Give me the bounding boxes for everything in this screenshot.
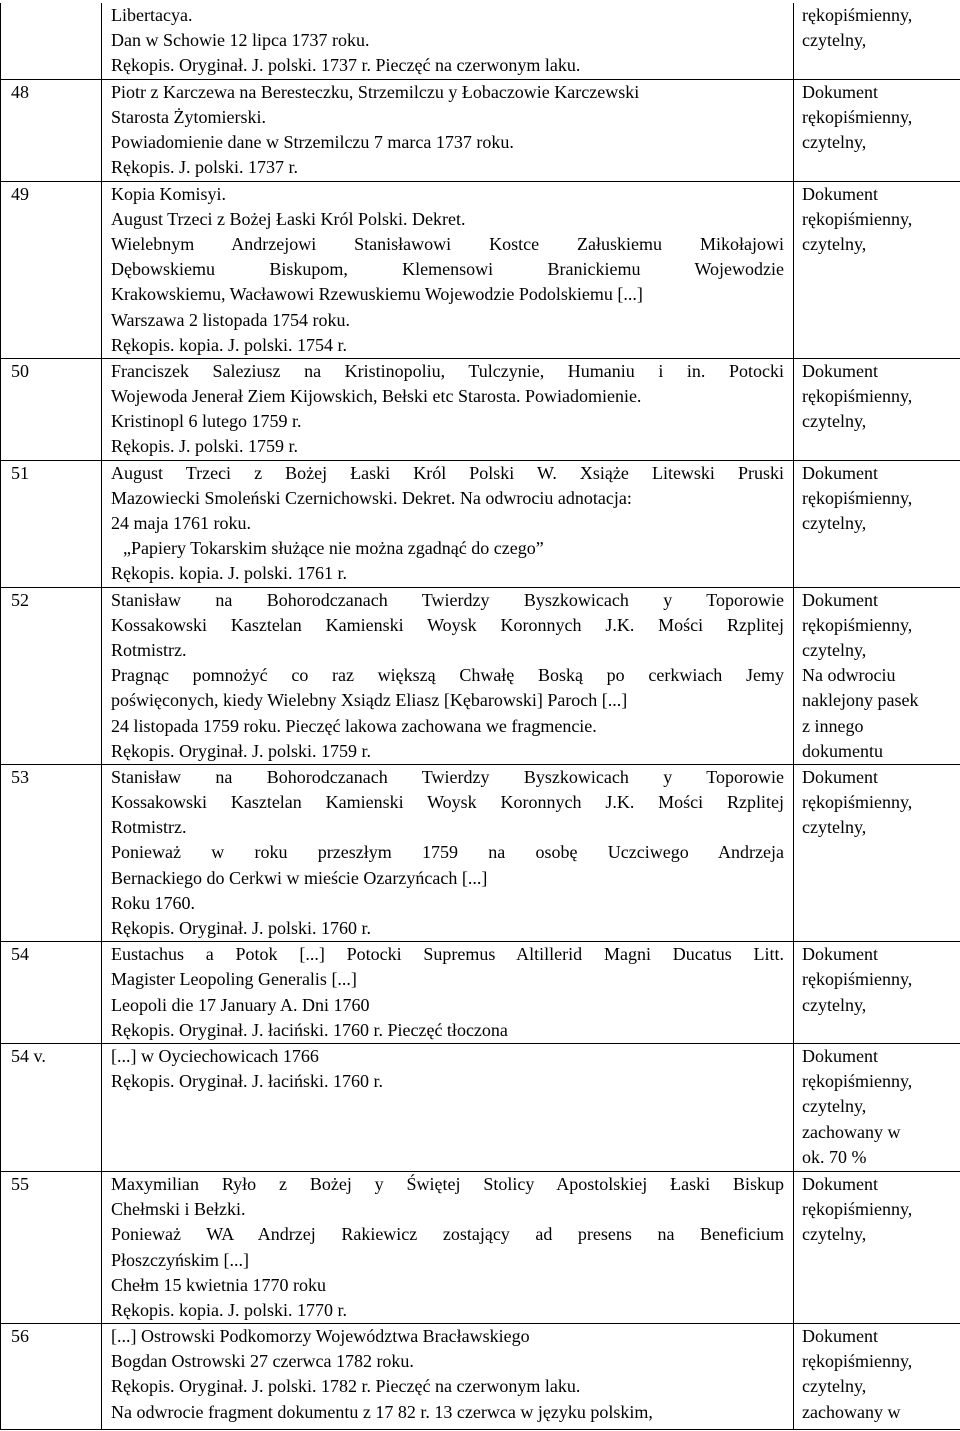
document-type-line: zachowany w [802, 1121, 901, 1142]
register-row [1, 181, 960, 358]
document-type-line: rękopiśmienny, [802, 1071, 913, 1092]
document-type-line: Dokument [802, 462, 878, 483]
register-row [1, 79, 960, 181]
description-line: [...] w Oyciechowicach 1766 [111, 1045, 319, 1066]
description-line: Chełmski i Bełzki. [111, 1199, 246, 1220]
entry-number: 54 v. [1, 1043, 102, 1171]
description-line: Rękopis. kopia. J. polski. 1754 r. [111, 334, 348, 355]
description-line: [...] Ostrowski Podkomorzy Województwa Bracławskiego [111, 1326, 530, 1347]
register-row [1, 587, 960, 764]
description-line: Ponieważ w roku przeszłym 1759 na osobę Uczciwego Andrzeja [111, 842, 784, 863]
description-line: Kristinopl 6 lutego 1759 r. [111, 411, 302, 432]
document-type-line: rękopiśmienny, [802, 106, 913, 127]
document-type-line: rękopiśmienny, [802, 208, 913, 229]
entry-number: 48 [1, 79, 102, 181]
entry-description [102, 358, 794, 460]
entry-document-type [794, 358, 960, 460]
description-line: Rękopis. J. polski. 1759 r. [111, 436, 299, 457]
description-line: Maxymilian Ryło z Bożej y Świętej Stolicy Apostolskiej Łaski Biskup [111, 1173, 784, 1194]
document-type-line: Dokument [802, 1045, 878, 1066]
entry-description [102, 587, 794, 764]
document-type-line: rękopiśmienny, [802, 5, 913, 25]
description-line: Starosta Żytomierski. [111, 106, 266, 127]
description-line: Płoszczyńskim [...] [111, 1249, 249, 1270]
description-line: Kossakowski Kasztelan Kamienski Woysk Koronnych J.K. Mości Rzplitej [111, 792, 784, 813]
description-line: Chełm 15 kwietnia 1770 roku [111, 1274, 326, 1295]
document-type-line: Dokument [802, 589, 878, 610]
document-type-line: czytelny, [802, 411, 867, 432]
document-type-line: z innego [802, 715, 864, 736]
description-line: Powiadomienie dane w Strzemilczu 7 marca 1737 roku. [111, 131, 514, 152]
description-line: Kossakowski Kasztelan Kamienski Woysk Koronnych J.K. Mości Rzplitej [111, 614, 784, 635]
document-type-line: czytelny, [802, 994, 867, 1015]
entry-description [102, 1324, 794, 1430]
description-line: poświęconych, kiedy Wielebny Xsiądz Eliasz [Kębarowski] Paroch [...] [111, 690, 628, 711]
description-line: Rotmistrz. [111, 639, 187, 660]
register-row [1, 1043, 960, 1171]
description-line: Stanisław na Bohorodczanach Twierdzy Byszkowicach y Toporowie [111, 766, 784, 787]
entry-number: 56 [1, 1324, 102, 1430]
description-line: Piotr z Karczewa na Beresteczku, Strzemilczu y Łobaczowie Karczewski [111, 81, 640, 102]
description-line: Dębowskiemu Biskupom, Klemensowi Branickiemu Wojewodzie [111, 259, 784, 280]
document-type-line: zachowany w [802, 1401, 901, 1422]
entry-document-type [794, 942, 960, 1044]
description-line: Libertacya. [111, 5, 193, 25]
description-line: Rękopis. Oryginał. J. polski. 1760 r. [111, 918, 371, 938]
document-type-line: ok. 70 % [802, 1146, 867, 1167]
document-type-line: czytelny, [802, 639, 867, 660]
document-type-line: Dokument [802, 1173, 878, 1194]
register-row [1, 764, 960, 941]
description-line: Kopia Komisyi. [111, 183, 226, 204]
document-type-line: rękopiśmienny, [802, 386, 913, 407]
document-type-line: rękopiśmienny, [802, 614, 913, 635]
document-type-line: rękopiśmienny, [802, 792, 913, 813]
entry-document-type [794, 587, 960, 764]
description-line: Bogdan Ostrowski 27 czerwca 1782 roku. [111, 1351, 414, 1372]
entry-document-type [794, 764, 960, 941]
document-type-line: czytelny, [802, 1096, 867, 1117]
register-row [1, 1324, 960, 1430]
entry-description [102, 764, 794, 941]
register-row [1, 460, 960, 587]
document-type-line: czytelny, [802, 513, 867, 533]
description-line: Rękopis. kopia. J. polski. 1761 r. [111, 563, 348, 584]
description-line: Krakowskiemu, Wacławowi Rzewuskiemu Wojewodzie Podolskiemu [...] [111, 284, 643, 305]
description-line: Bernackiego do Cerkwi w mieście Ozarzyńcach [...] [111, 867, 488, 888]
entry-description [102, 1043, 794, 1171]
document-type-line: Dokument [802, 1326, 878, 1347]
entry-document-type [794, 79, 960, 181]
description-line: „Papiery Tokarskim służące nie można zgadnąć do czego” [123, 538, 544, 559]
register-row [1, 3, 960, 79]
description-line: Rękopis. Oryginał. J. łaciński. 1760 r. Pieczęć tłoczona [111, 1019, 508, 1040]
description-line: Leopoli die 17 January A. Dni 1760 [111, 994, 370, 1015]
entry-document-type [794, 1171, 960, 1323]
entry-description [102, 942, 794, 1044]
description-line: Dan w Schowie 12 lipca 1737 roku. [111, 30, 370, 51]
description-line: 24 maja 1761 roku. [111, 513, 251, 533]
entry-number: 51 [1, 460, 102, 587]
description-line: Wojewoda Jenerał Ziem Kijowskich, Bełski etc Starosta. Powiadomienie. [111, 386, 642, 407]
entry-document-type [794, 3, 960, 79]
description-line: Eustachus a Potok [...] Potocki Supremus Altillerid Magni Ducatus Litt. [111, 944, 784, 965]
description-line: Franciszek Saleziusz na Kristinopoliu, Tulczynie, Humaniu i in. Potocki [111, 360, 784, 381]
description-line: August Trzeci z Bożej Łaski Król Polski W. Xsiąże Litewski Pruski [111, 462, 784, 483]
entry-number: 52 [1, 587, 102, 764]
description-line: Rękopis. Oryginał. J. polski. 1782 r. Pieczęć na czerwonym laku. [111, 1376, 581, 1397]
description-line: Na odwrocie fragment dokumentu z 17 82 r. 13 czerwca w języku polskim, [111, 1401, 653, 1422]
description-line: Ponieważ WA Andrzej Rakiewicz zostający ad presens na Beneficium [111, 1224, 784, 1245]
register-row [1, 1171, 960, 1323]
description-line: Stanisław na Bohorodczanach Twierdzy Byszkowicach y Toporowie [111, 589, 784, 610]
entry-number [1, 3, 102, 79]
document-type-line: rękopiśmienny, [802, 1199, 913, 1220]
description-line: Pragnąc pomnożyć co raz większą Chwałę Boską po cerkwiach Jemy [111, 665, 784, 686]
document-type-line: Dokument [802, 360, 878, 381]
description-line: Rękopis. J. polski. 1737 r. [111, 157, 299, 178]
description-line: Rękopis. Oryginał. J. polski. 1737 r. Pieczęć na czerwonym laku. [111, 55, 581, 76]
entry-number: 49 [1, 181, 102, 358]
document-type-line: czytelny, [802, 233, 867, 254]
document-type-line: dokumentu [802, 740, 883, 761]
description-line: Rękopis. Oryginał. J. polski. 1759 r. [111, 740, 371, 761]
document-type-line: Dokument [802, 183, 878, 204]
entry-number: 54 [1, 942, 102, 1044]
document-type-line: rękopiśmienny, [802, 1351, 913, 1372]
document-type-line: czytelny, [802, 817, 867, 838]
entry-description [102, 460, 794, 587]
register-row [1, 942, 960, 1044]
document-type-line: rękopiśmienny, [802, 969, 913, 990]
document-type-line: czytelny, [802, 131, 867, 152]
archive-register-table [0, 3, 960, 1430]
description-line: Wielebnym Andrzejowi Stanisławowi Kostce Załuskiemu Mikołajowi [111, 233, 784, 254]
entry-description [102, 79, 794, 181]
description-line: Rękopis. Oryginał. J. łaciński. 1760 r. [111, 1071, 383, 1092]
document-type-line: naklejony pasek [802, 690, 919, 711]
description-line: Roku 1760. [111, 892, 196, 913]
description-line: Rotmistrz. [111, 817, 187, 838]
document-type-line: czytelny, [802, 1376, 867, 1397]
document-type-line: czytelny, [802, 30, 867, 51]
entry-description [102, 1171, 794, 1323]
document-type-line: Na odwrociu [802, 665, 896, 686]
entry-document-type [794, 1043, 960, 1171]
document-type-line: Dokument [802, 81, 878, 102]
description-line: Mazowiecki Smoleński Czernichowski. Dekret. Na odwrociu adnotacja: [111, 487, 632, 508]
entry-description [102, 3, 794, 79]
description-line: Rękopis. kopia. J. polski. 1770 r. [111, 1299, 348, 1320]
entry-document-type [794, 1324, 960, 1430]
description-line: Warszawa 2 listopada 1754 roku. [111, 309, 350, 330]
entry-number: 53 [1, 764, 102, 941]
register-row [1, 358, 960, 460]
entry-description [102, 181, 794, 358]
description-line: Magister Leopoling Generalis [...] [111, 969, 357, 990]
document-type-line: rękopiśmienny, [802, 487, 913, 508]
entry-number: 55 [1, 1171, 102, 1323]
document-type-line: Dokument [802, 944, 878, 965]
entry-document-type [794, 460, 960, 587]
entry-number: 50 [1, 358, 102, 460]
register-body [1, 3, 960, 1430]
document-type-line: czytelny, [802, 1224, 867, 1245]
document-type-line: Dokument [802, 766, 878, 787]
entry-document-type [794, 181, 960, 358]
description-line: August Trzeci z Bożej Łaski Król Polski. Dekret. [111, 208, 466, 229]
description-line: 24 listopada 1759 roku. Pieczęć lakowa zachowana we fragmencie. [111, 715, 597, 736]
